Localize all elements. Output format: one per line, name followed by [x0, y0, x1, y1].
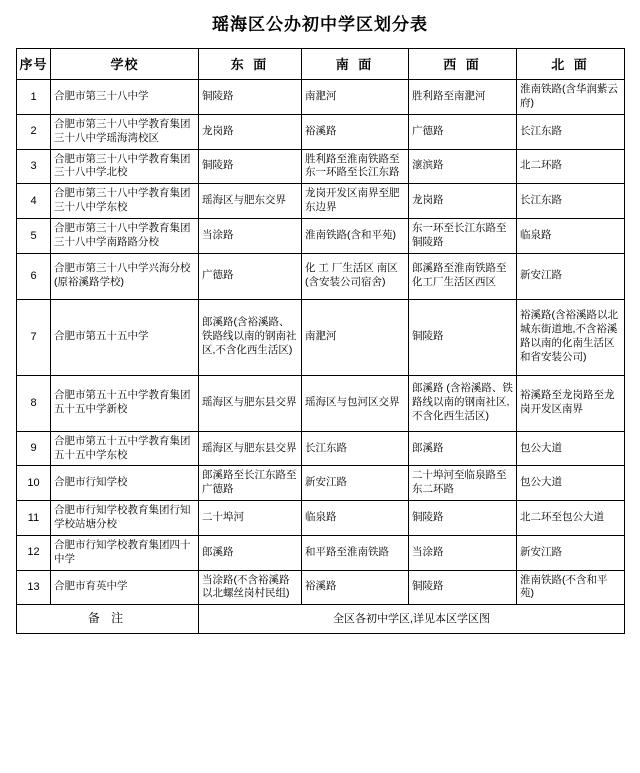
row-north: 包公大道: [517, 431, 625, 466]
row-east: 龙岗路: [199, 114, 302, 149]
row-south: 临泉路: [302, 501, 409, 536]
row-index: 4: [17, 184, 51, 219]
row-west: 郎溪路至淮南铁路至化工厂生活区西区: [409, 253, 517, 299]
row-west: 瀤滨路: [409, 149, 517, 184]
row-index: 1: [17, 80, 51, 115]
column-header-east: 东 面: [199, 49, 302, 80]
column-header-west: 西 面: [409, 49, 517, 80]
row-index: 13: [17, 570, 51, 605]
row-west: 郎溪路 (含裕溪路、铁路线以南的钢南社区,不含化西生活区): [409, 375, 517, 431]
row-school: 合肥市行知学校: [51, 466, 199, 501]
row-school: 合肥市第五十五中学教育集团五十五中学新校: [51, 375, 199, 431]
table-header-row: [17, 49, 625, 80]
row-west: 二十埠河至临泉路至东二环路: [409, 466, 517, 501]
row-south: 龙岗开发区南界至肥东边界: [302, 184, 409, 219]
footer-text: 全区各初中学区,详见本区学区图: [199, 605, 625, 634]
row-north: 淮南铁路(含华润紫云府): [517, 80, 625, 115]
row-south: 淮南铁路(含和平苑): [302, 218, 409, 253]
row-east: 郎溪路: [199, 535, 302, 570]
row-school: 合肥市第五十五中学: [51, 299, 199, 375]
row-south: 瑶海区与包河区交界: [302, 375, 409, 431]
row-north: 淮南铁路(不含和平苑): [517, 570, 625, 605]
row-east: 二十埠河: [199, 501, 302, 536]
row-south: 南淝河: [302, 80, 409, 115]
row-west: 当涂路: [409, 535, 517, 570]
row-east: 铜陵路: [199, 80, 302, 115]
row-west: 东一环至长江东路至铜陵路: [409, 218, 517, 253]
column-header-south: 南 面: [302, 49, 409, 80]
row-school: 合肥市第三十八中学教育集团三十八中学东校: [51, 184, 199, 219]
row-east: 郎溪路至长江东路至广德路: [199, 466, 302, 501]
row-school: 合肥市第三十八中学兴海分校(原裕溪路学校): [51, 253, 199, 299]
row-index: 3: [17, 149, 51, 184]
school-district-table: [16, 48, 625, 634]
footer-label: 备 注: [17, 605, 199, 634]
row-index: 10: [17, 466, 51, 501]
row-south: 长江东路: [302, 431, 409, 466]
table-row: [17, 253, 625, 299]
table-row: [17, 80, 625, 115]
row-west: 郎溪路: [409, 431, 517, 466]
table-row: [17, 570, 625, 605]
table-row: [17, 501, 625, 536]
row-north: 长江东路: [517, 114, 625, 149]
table-row: [17, 431, 625, 466]
row-west: 铜陵路: [409, 570, 517, 605]
table-row: [17, 114, 625, 149]
row-west: 胜利路至南淝河: [409, 80, 517, 115]
column-header-index: 序号: [17, 49, 51, 80]
row-school: 合肥市第三十八中学教育集团三十八中学北校: [51, 149, 199, 184]
row-south: 化 工 厂生活区 南区(含安装公司宿舍): [302, 253, 409, 299]
table-row: [17, 375, 625, 431]
table-row: [17, 149, 625, 184]
row-south: 胜利路至淮南铁路至东一环路至长江东路: [302, 149, 409, 184]
row-index: 5: [17, 218, 51, 253]
table-footer-row: [17, 605, 625, 634]
row-south: 新安江路: [302, 466, 409, 501]
row-south: 裕溪路: [302, 114, 409, 149]
page-title: 瑶海区公办初中学区划分表: [212, 15, 428, 34]
row-east: 铜陵路: [199, 149, 302, 184]
row-index: 11: [17, 501, 51, 536]
row-index: 7: [17, 299, 51, 375]
table-row: [17, 299, 625, 375]
row-south: 南淝河: [302, 299, 409, 375]
row-school: 合肥市第五十五中学教育集团五十五中学东校: [51, 431, 199, 466]
row-index: 9: [17, 431, 51, 466]
row-east: 当涂路: [199, 218, 302, 253]
table-row: [17, 218, 625, 253]
row-north: 北二环至包公大道: [517, 501, 625, 536]
row-school: 合肥市育英中学: [51, 570, 199, 605]
row-east: 当涂路(不含裕溪路以北螺丝岗村民组): [199, 570, 302, 605]
row-school: 合肥市行知学校教育集团行知学校站塘分校: [51, 501, 199, 536]
row-north: 包公大道: [517, 466, 625, 501]
row-west: 广德路: [409, 114, 517, 149]
row-school: 合肥市第三十八中学教育集团三十八中学南路路分校: [51, 218, 199, 253]
row-west: 铜陵路: [409, 501, 517, 536]
table-container: [0, 48, 640, 644]
row-index: 6: [17, 253, 51, 299]
row-school: 合肥市第三十八中学: [51, 80, 199, 115]
table-row: [17, 466, 625, 501]
row-north: 裕溪路至龙岗路至龙岗开发区南界: [517, 375, 625, 431]
row-west: 龙岗路: [409, 184, 517, 219]
row-east: 郎溪路(含裕溪路、铁路线以南的钢南社区,不含化西生活区): [199, 299, 302, 375]
row-north: 新安江路: [517, 535, 625, 570]
table-body: [17, 80, 625, 634]
column-header-north: 北 面: [517, 49, 625, 80]
table-row: [17, 535, 625, 570]
row-north: 裕溪路(含裕溪路以北城东街道地,不含裕溪路以南的化南生活区和省安装公司): [517, 299, 625, 375]
row-index: 12: [17, 535, 51, 570]
table-header: [17, 49, 625, 80]
column-header-school: 学校: [51, 49, 199, 80]
row-east: 广德路: [199, 253, 302, 299]
row-south: 和平路至淮南铁路: [302, 535, 409, 570]
row-north: 长江东路: [517, 184, 625, 219]
row-index: 8: [17, 375, 51, 431]
row-school: 合肥市行知学校教育集团四十中学: [51, 535, 199, 570]
row-east: 瑶海区与肥东县交界: [199, 375, 302, 431]
row-west: 铜陵路: [409, 299, 517, 375]
row-south: 裕溪路: [302, 570, 409, 605]
row-north: 新安江路: [517, 253, 625, 299]
row-east: 瑶海区与肥东交界: [199, 184, 302, 219]
row-index: 2: [17, 114, 51, 149]
table-row: [17, 184, 625, 219]
row-north: 北二环路: [517, 149, 625, 184]
row-east: 瑶海区与肥东县交界: [199, 431, 302, 466]
row-north: 临泉路: [517, 218, 625, 253]
row-school: 合肥市第三十八中学教育集团三十八中学瑶海湾校区: [51, 114, 199, 149]
